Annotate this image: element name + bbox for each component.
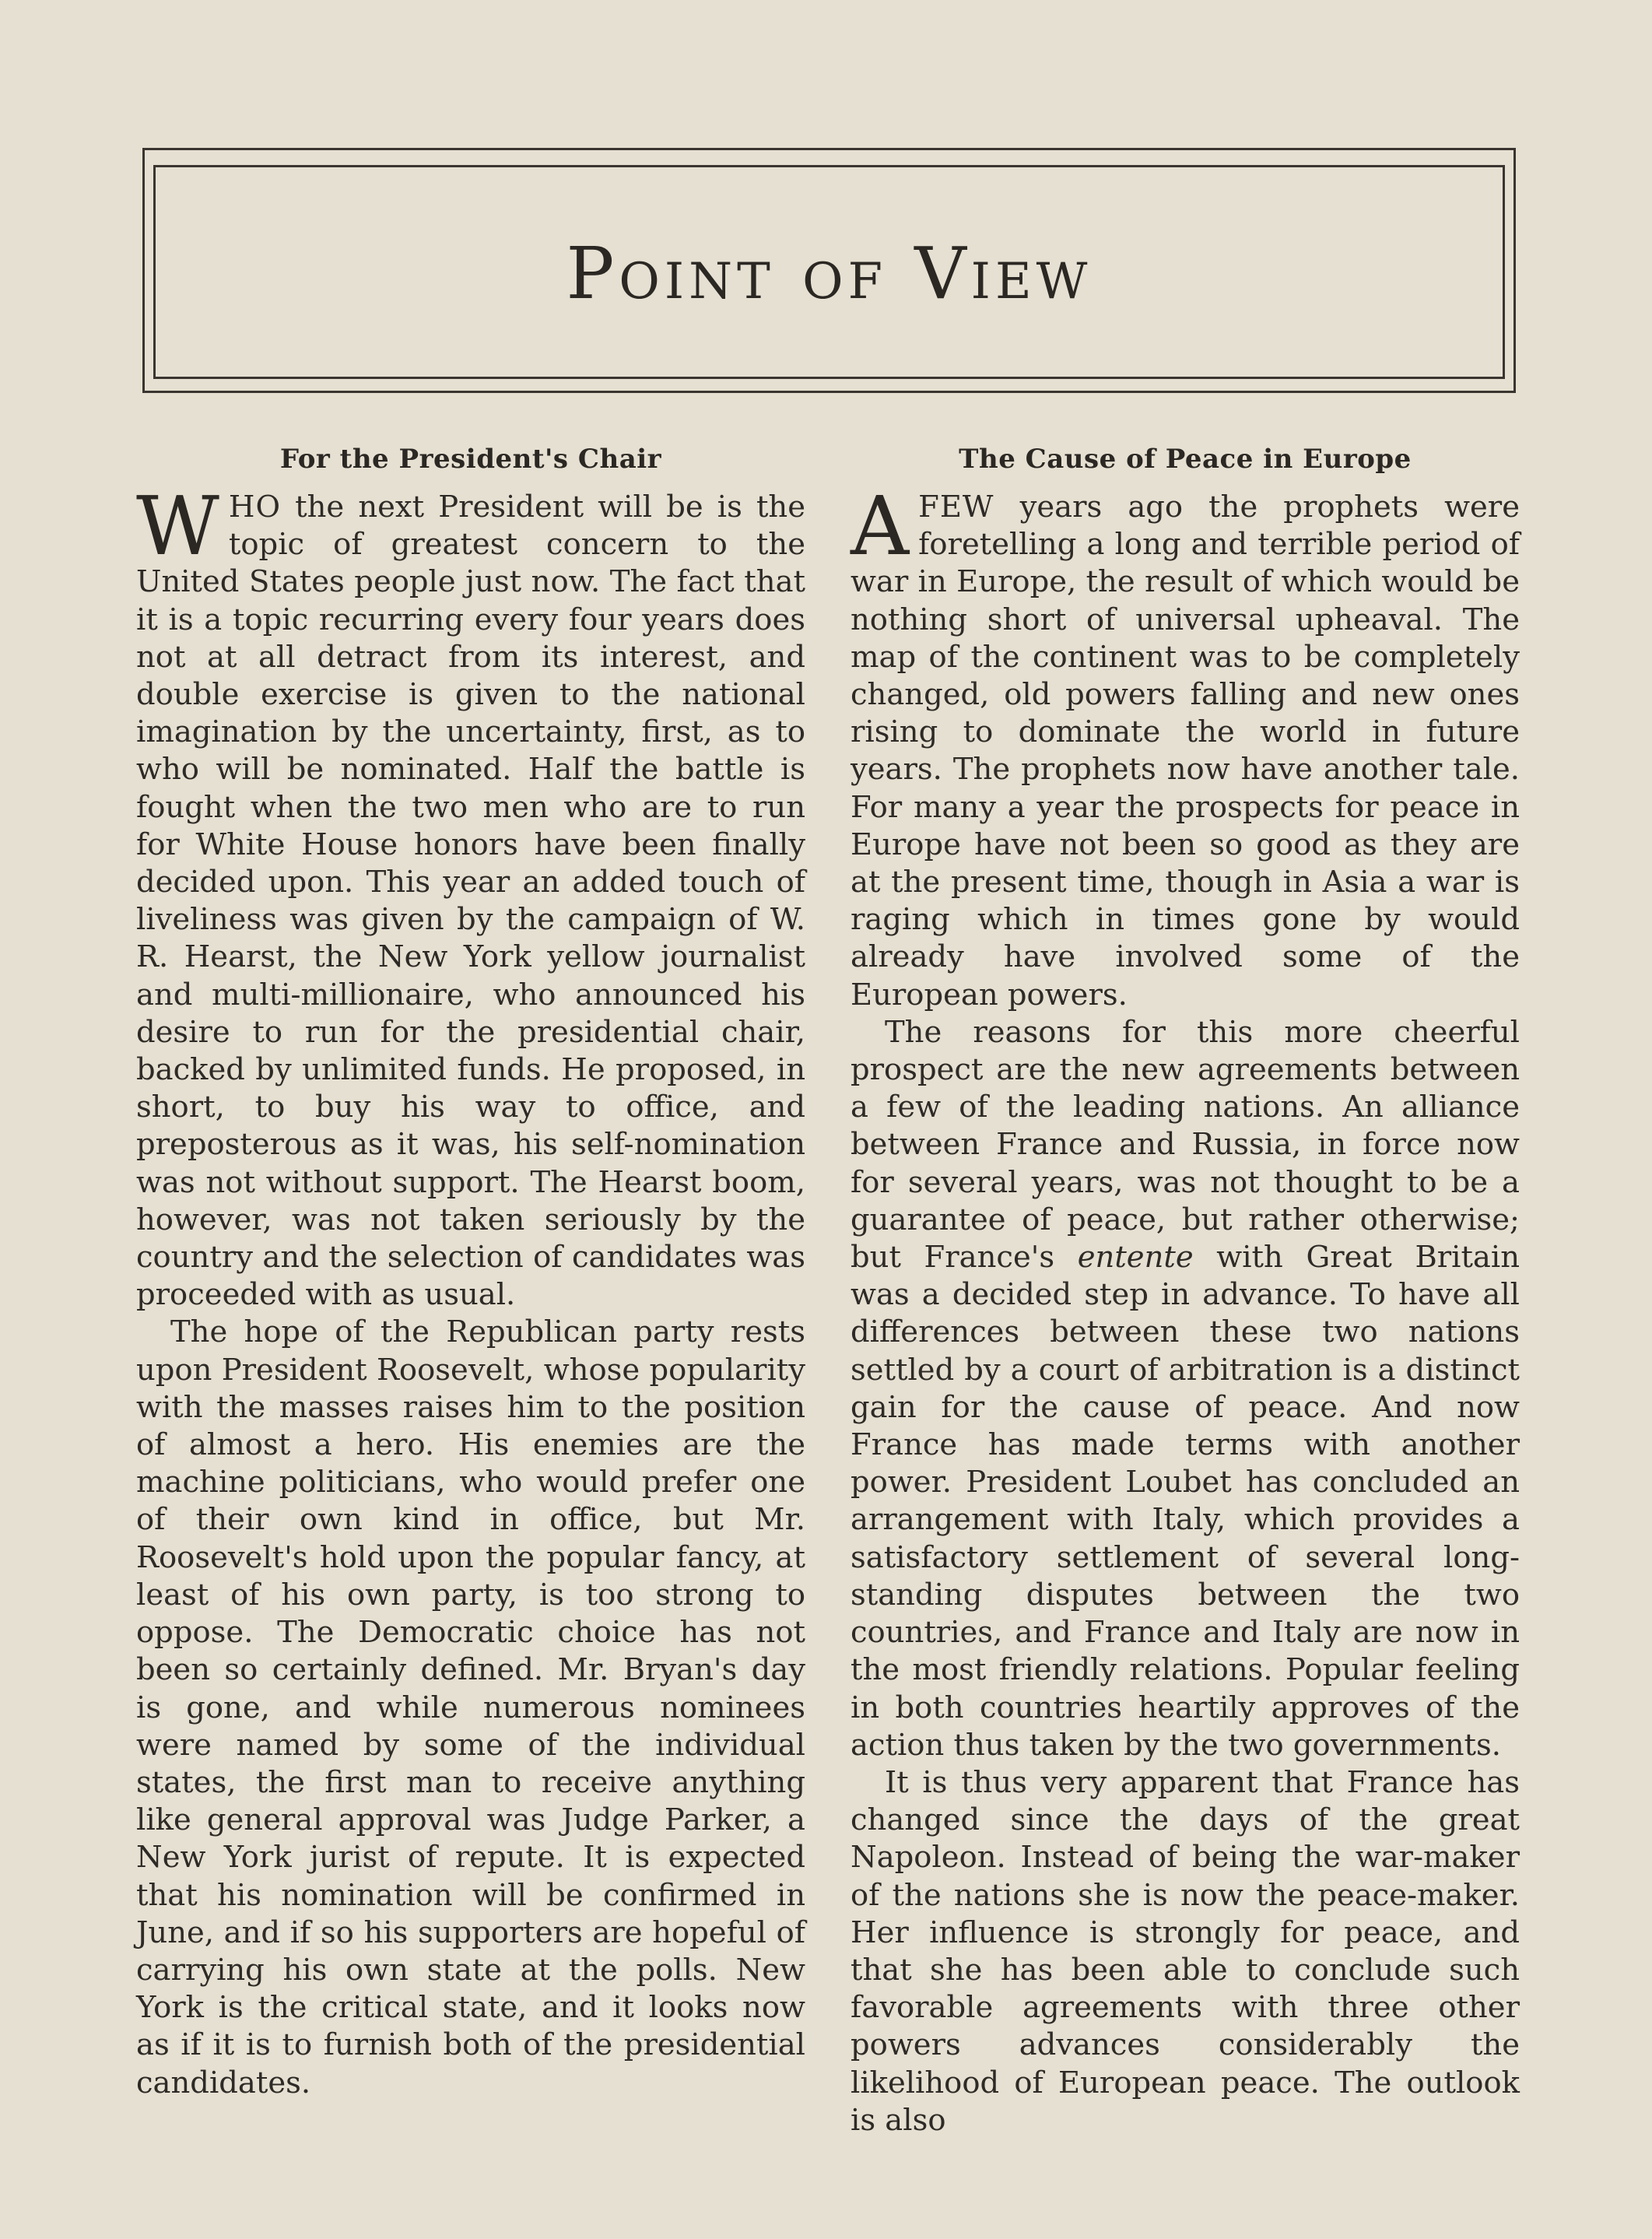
right-paragraph-2-after: with Great Britain was a decided step in advance. To have all differences between these two nations settled by a court of arbitration is a distinct gain for the cause of peace. And now France has made terms with another power. President Loubet has concluded an arrangement with Italy, which provides a satisfactory settlement of several long-standing disputes between the two countries, and France and Italy are now in the most friendly relations. Popular feeling in both countries heartily approves of the action thus taken by the two governments. <box>851 1240 1520 1763</box>
left-paragraph-1 <box>136 479 805 1314</box>
right-paragraph-1-text: years ago the prophets were foretelling a long and terrible period of war in Europe, the result of which would be nothing short of universal upheaval. The map of the continent was to be completely changed, old powers falling and new ones rising to dominate the world in future years. The prophets now have another tale. For many a year the prospects for peace in Europe have not been so good as they are at the present time, though in Asia a war is raging which in times gone by would already have involved some of the European powers. <box>851 490 1520 1012</box>
right-drop-cap: A <box>851 479 910 574</box>
right-paragraph-2 <box>851 1014 1520 1764</box>
right-article-heading: The Cause of Peace in Europe <box>959 444 1412 475</box>
left-lead-words: HO <box>228 490 282 525</box>
left-column <box>136 444 805 2102</box>
left-drop-cap: W <box>136 479 219 574</box>
section-title: Point of View <box>566 232 1093 315</box>
left-paragraph-1-text: the next President will be is the topic of greatest concern to the United States people just now. The fact that it is a topic recurring every four years does not at all detract from its interest, and double exercise is given to the national imagination by the uncertainty, first, as to who will be nominated. Half the battle is fought when the two men who are to run for White House honors have been finally decided upon. This year an added touch of liveliness was given by the campaign of W. R. Hearst, the New York yellow journalist and multi-millionaire, who announced his desire to run for the presidential chair, backed by unlimited funds. He proposed, in short, to buy his way to office, and preposterous as it was, his self-nomination was not without support. The Hearst boom, however, was not taken seriously by the country and the selection of candidates was proceeded with as usual. <box>136 490 805 1313</box>
left-paragraph-2: The hope of the Republican party rests upon President Roosevelt, whose popularity with the masses raises him to the position of almost a hero. His enemies are the machine politicians, who would prefer one of their own kind in office, but Mr. Roosevelt's hold upon the popular fancy, at least of his own party, is too strong to oppose. The Democratic choice has not been so certainly defined. Mr. Bryan's day is gone, and while numerous nominees were named by some of the individual states, the first man to receive anything like general approval was Judge Parker, a New York jurist of repute. It is expected that his nomination will be confirmed in June, and if so his supporters are hopeful of carrying his own state at the polls. New York is the critical state, and it looks now as if it is to furnish both of the presidential candidates. <box>136 1314 805 2100</box>
right-paragraph-3: It is thus very apparent that France has changed since the days of the great Napoleon. Instead of being the war-maker of the nations she is now the peace-maker. Her influence is strongly for peace, and that she has been able to conclude such favorable agreements with three other powers advances considerably the likelihood of European peace. The outlook is also <box>851 1764 1520 2138</box>
right-paragraph-2-italic: entente <box>1077 1240 1194 1276</box>
right-paragraph-1 <box>851 479 1520 1014</box>
right-column <box>851 444 1520 2139</box>
section-header-box <box>142 148 1516 393</box>
right-paragraph-2-before: The reasons for this more cheerful prospect are the new agreements between a few of the leading nations. An alliance between France and Russia, in force now for several years, was not thought to be a guarantee of peace, but rather otherwise; but France's <box>851 1014 1520 1276</box>
left-article-heading: For the President's Chair <box>279 444 662 475</box>
right-lead-words: FEW <box>918 490 994 525</box>
